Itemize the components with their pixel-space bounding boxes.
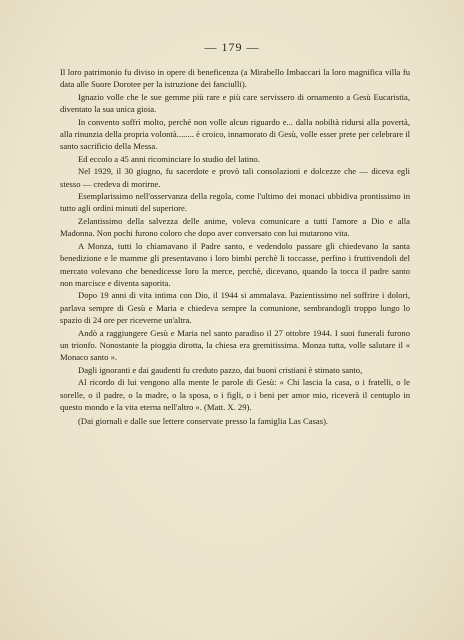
paragraph-7: Zelantissimo della salvezza delle anime, voleva comunicare a tutti l'amore a Dio e alla Madonna. Non pochi furono coloro che dopo aver conversato con lui mutarono vita.	[60, 215, 410, 239]
paragraph-2: Ignazio volle che le sue gemme più rare e più care servissero di ornamento a Gesù Eucaristia, diventato la sua unica gioia.	[60, 91, 410, 115]
paragraph-12: Al ricordo di lui vengono alla mente le parole di Gesù: « Chi lascia la casa, o i fratelli, o le sorelle, o il padre, o la madre, o la sposa, o i figli, o i beni per amor mio, riceverà il centuplo in questo mondo e la vita eterna nell'altro ». (Matt. X. 29).	[60, 377, 410, 412]
paragraph-8: A Monza, tutti lo chiamavano il Padre santo, e vedendolo passare gli chiedevano la santa benedizione e le mamme gli presentavano i loro bimbi perchè li toccasse, perfino i fruttivendoli del mercato volevano che benedicesse loro la merce, perchè, dicevano, quando la tocca il padre santo non marcisce e diventa saporita.	[60, 240, 410, 288]
body-text	[60, 66, 410, 428]
paragraph-3: In convento soffrì molto, perché non volle alcun riguardo e... dalla nobiltà ridursi alla povertà, alla rinunzia della propria volontà........ è croico, innamorato di Gesù, volle esser prete per celebrare il santo sacrificio della Messa.	[60, 116, 410, 152]
paragraph-9: Dopo 19 anni di vita intima con Dio, il 1944 si ammalava. Pazientissimo nel soffrire i dolori, parlava sempre di Gesù e Maria e chiedeva sempre la comunione, sembrandogli troppo lungo lo spazio di 24 ore per riceverne un'altra.	[60, 290, 410, 326]
paragraph-6: Esemplarissimo nell'osservanza della regola, come l'ultimo dei monaci ubbidiva prontissimo in tutto agli ordini minuti del superiore.	[60, 191, 410, 214]
paragraph-11: Dagli ignoranti e dai gaudenti fu creduto pazzo, dai buoni cristiani è stimato santo,	[78, 364, 363, 375]
source-footnote: (Dai giornali e dalle sue lettere conservate presso la famiglia Las Casas).	[78, 416, 329, 427]
paragraph-10: Andò a raggiungere Gesù e Maria nel santo paradiso il 27 ottobre 1944. I suoi funerali furono un trionfo. Nonostante la pioggia dirotta, la chiesa era gremitissima. Monza tutta, volle salutare il « Monaco santo ».	[60, 327, 410, 363]
page-number: — 179 —	[204, 40, 260, 54]
paragraph-4: Ed eccolo a 45 anni ricominciare lo studio del latino.	[78, 153, 260, 164]
paragraph-1: Il loro patrimonio fu diviso in opere di beneficenza (a Mirabello Imbaccari la loro magnifica villa fu data alle Suore Dorotee per la istruzione dei fanciulli).	[60, 67, 410, 90]
paragraph-5: Nel 1929, il 30 giugno, fu sacerdote e provò tali consolazioni e dolcezze che — diceva egli stesso — credeva di morirne.	[60, 166, 410, 189]
